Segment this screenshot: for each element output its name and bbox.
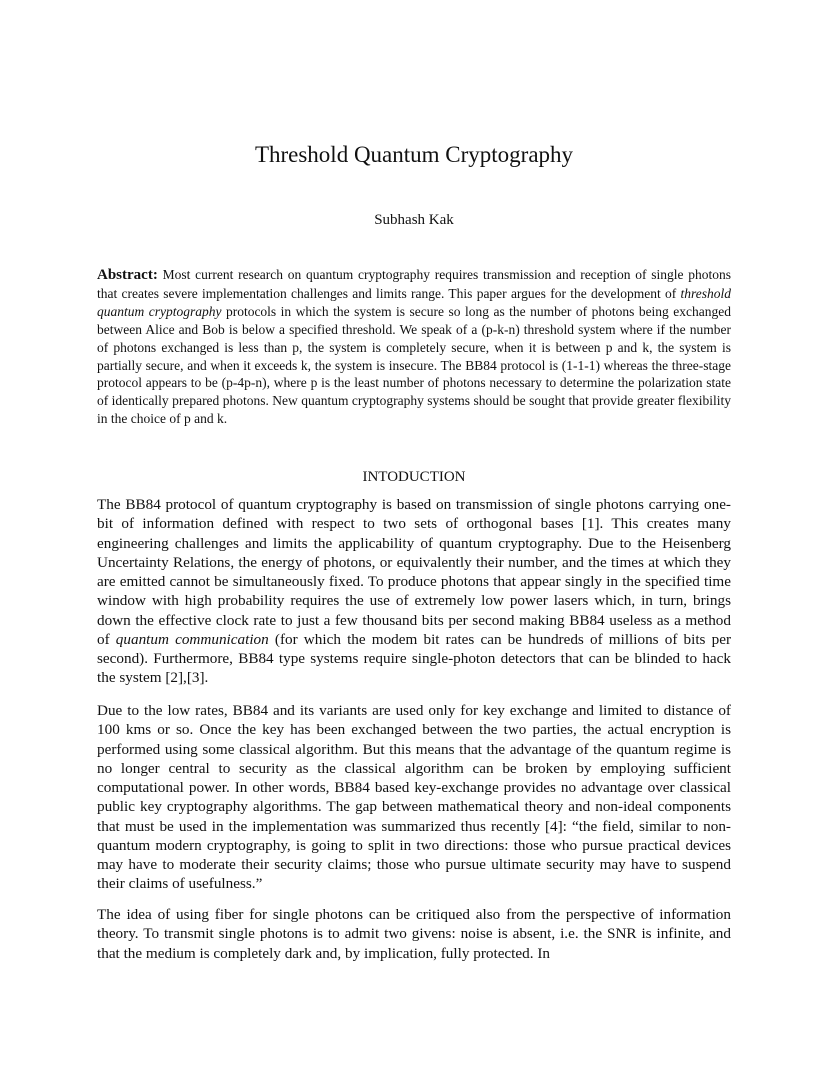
paper-title: Threshold Quantum Cryptography bbox=[254, 142, 574, 167]
paragraph-1-text-part-1: The BB84 protocol of quantum cryptography is based on transmission of single photons carrying one-bit of information defined with respect to two sets of orthogonal bases [1]. This creates many engineering challenges and limits the applicability of quantum cryptography. Due to the Heisenberg Uncertainty Relations, the energy of photons, or equivalently their number, and the times at which they are emitted cannot be simultaneously fixed. To produce photons that appear singly in the specified time window with high probability requires the use of extremely low power lasers which, in turn, brings down the effective clock rate to just a few thousand bits per second making BB84 useless as a method of bbox=[97, 496, 731, 648]
body-paragraph-2: Due to the low rates, BB84 and its variants are used only for key exchange and limited to distance of 100 kms or so. Once the key has been exchanged between the two parties, the actual encryption is performed using some classical algorithm. But this means that the advantage of the quantum regime is no longer central to security as the classical algorithm can be broken by employing sufficient computational power. In other words, BB84 based key-exchange provides no advantage over classical public key cryptography algorithms. The gap between mathematical theory and non-ideal components that must be used in the implementation was summarized thus recently [4]: “the field, similar to non-quantum modern cryptography, is going to split in two directions: those who pursue practical devices may have to moderate their security claims; those who pursue ultimate security may have to suspend their claims of usefulness.” bbox=[97, 702, 731, 893]
abstract-text-part-2: protocols in which the system is secure so long as the number of photons being exchanged between Alice and Bob is below a specified threshold. We speak of a (p-k-n) threshold system where if the number of photons exchanged is less than p, the system is completely secure, when it is between p and k, the system is partially secure, and when it exceeds k, the system is insecure. The BB84 protocol is (1-1-1) whereas the three-stage protocol appears to be (p-4p-n), where p is the least number of photons necessary to determine the polarization state of identically prepared photons. New quantum cryptography systems should be sought that provide greater flexibility in the choice of p and k. bbox=[97, 303, 732, 427]
body-paragraph-3: The idea of using fiber for single photons can be critiqued also from the perspective of information theory. To transmit single photons is to admit two givens: noise is absent, i.e. the SNR is infinite, and that the medium is completely dark and, by implication, fully protected. In bbox=[97, 906, 731, 962]
abstract-emphasis: threshold quantum cryptography bbox=[97, 285, 731, 319]
section-heading-introduction: INTODUCTION bbox=[362, 469, 466, 485]
paragraph-1-text-part-2: (for which the modem bit rates can be hundreds of millions of bits per second). Furthermore, BB84 type systems require single-photon detectors that can be blinded to hack the system [2],[3]. bbox=[97, 630, 731, 687]
abstract bbox=[97, 266, 731, 428]
abstract-label: Abstract: bbox=[97, 267, 158, 283]
abstract-text-part-1: Most current research on quantum cryptography requires transmission and reception of single photons that creates severe implementation challenges and limits range. This paper argues for the development of bbox=[97, 267, 731, 301]
paper-author: Subhash Kak bbox=[374, 212, 454, 228]
body-paragraph-1 bbox=[97, 495, 731, 688]
paragraph-1-emphasis: quantum communication bbox=[115, 630, 269, 648]
